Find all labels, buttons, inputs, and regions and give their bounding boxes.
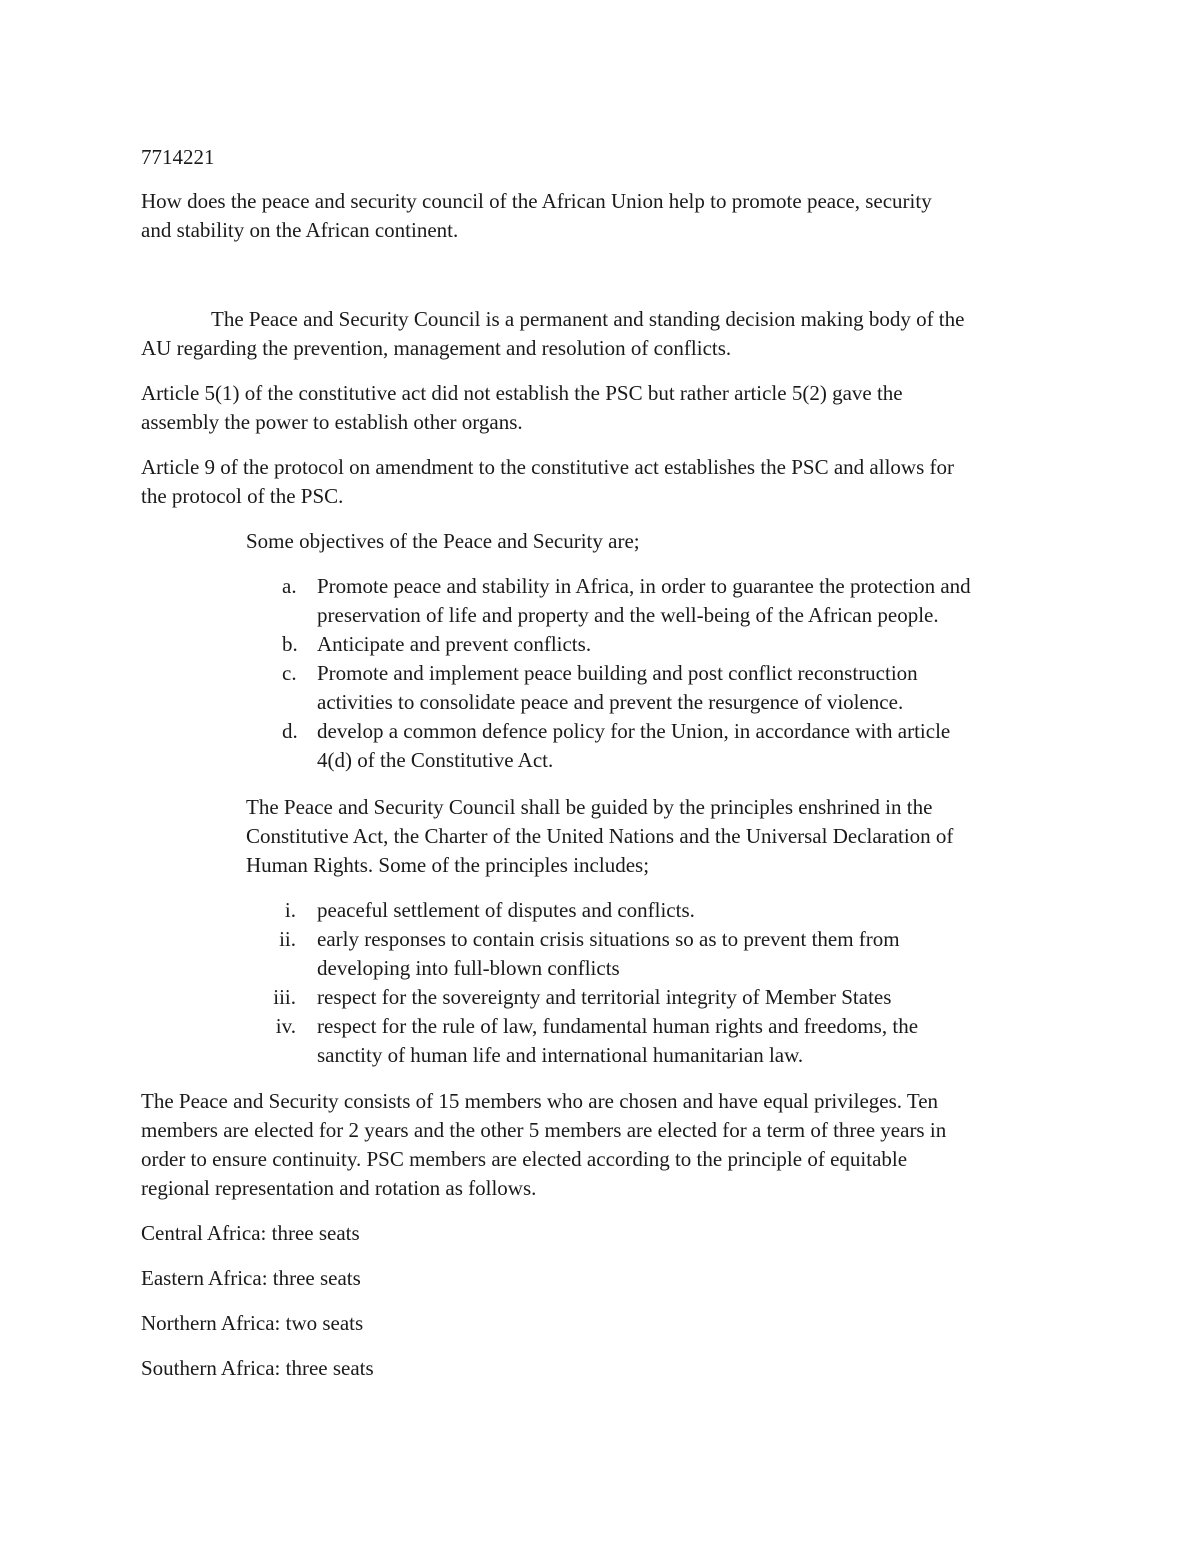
list-item-line: Anticipate and prevent conflicts. xyxy=(317,632,592,656)
list-item-line: 4(d) of the Constitutive Act. xyxy=(317,748,554,772)
principles-intro-line-3: Human Rights. Some of the principles includes; xyxy=(246,853,650,877)
list-marker: i. xyxy=(284,898,296,922)
document-id: 7714221 xyxy=(141,145,215,169)
list-marker: c. xyxy=(282,661,297,685)
article5-line-1: Article 5(1) of the constitutive act did not establish the PSC but rather article 5(2) gave the xyxy=(141,381,903,405)
list-item-line: respect for the rule of law, fundamental human rights and freedoms, the xyxy=(317,1014,919,1038)
list-item-line: early responses to contain crisis situations so as to prevent them from xyxy=(317,927,900,951)
list-item-text xyxy=(317,896,1097,925)
membership-line-1: The Peace and Security consists of 15 members who are chosen and have equal privileges. Ten xyxy=(141,1089,939,1113)
list-item-text xyxy=(317,1012,1097,1070)
region-southern: Southern Africa: three seats xyxy=(141,1356,374,1380)
list-marker: iv. xyxy=(275,1014,296,1038)
list-marker: d. xyxy=(282,719,298,743)
article5-line-2: assembly the power to establish other organs. xyxy=(141,410,523,434)
list-item-line: Promote and implement peace building and post conflict reconstruction xyxy=(317,661,918,685)
list-item-line: activities to consolidate peace and prevent the resurgence of violence. xyxy=(317,690,904,714)
list-item-text xyxy=(317,983,1097,1012)
list-item-text xyxy=(317,925,1097,983)
list-item-line: develop a common defence policy for the Union, in accordance with article xyxy=(317,719,951,743)
region-northern: Northern Africa: two seats xyxy=(141,1311,364,1335)
list-marker: ii. xyxy=(279,927,296,951)
list-marker: a. xyxy=(282,574,297,598)
article9-line-1: Article 9 of the protocol on amendment to the constitutive act establishes the PSC and allows for xyxy=(141,455,954,479)
list-marker: b. xyxy=(282,632,298,656)
list-item-text xyxy=(317,630,1097,659)
membership-line-2: members are elected for 2 years and the other 5 members are elected for a term of three years in xyxy=(141,1118,947,1142)
list-item-text xyxy=(317,717,1097,775)
list-item-line: respect for the sovereignty and territorial integrity of Member States xyxy=(317,985,892,1009)
principles-intro-line-2: Constitutive Act, the Charter of the United Nations and the Universal Declaration of xyxy=(246,824,954,848)
list-item-line: preservation of life and property and the well-being of the African people. xyxy=(317,603,939,627)
membership-line-3: order to ensure continuity. PSC members are elected according to the principle of equitable xyxy=(141,1147,908,1171)
list-item-line: developing into full-blown conflicts xyxy=(317,956,620,980)
question-line-1: How does the peace and security council of the African Union help to promote peace, security xyxy=(141,189,932,213)
region-central: Central Africa: three seats xyxy=(141,1221,360,1245)
list-marker: iii. xyxy=(273,985,296,1009)
region-eastern: Eastern Africa: three seats xyxy=(141,1266,361,1290)
list-item-line: Promote peace and stability in Africa, in order to guarantee the protection and xyxy=(317,574,971,598)
question-line-2: and stability on the African continent. xyxy=(141,218,459,242)
intro-line-1: The Peace and Security Council is a permanent and standing decision making body of the xyxy=(211,307,965,331)
list-item-line: sanctity of human life and international humanitarian law. xyxy=(317,1043,804,1067)
objectives-heading: Some objectives of the Peace and Security are; xyxy=(246,529,640,553)
principles-intro-line-1: The Peace and Security Council shall be guided by the principles enshrined in the xyxy=(246,795,933,819)
list-item-text xyxy=(317,572,1097,630)
intro-line-2: AU regarding the prevention, management and resolution of conflicts. xyxy=(141,336,732,360)
membership-line-4: regional representation and rotation as follows. xyxy=(141,1176,537,1200)
article9-line-2: the protocol of the PSC. xyxy=(141,484,344,508)
list-item-text xyxy=(317,659,1097,717)
list-item-line: peaceful settlement of disputes and conflicts. xyxy=(317,898,695,922)
